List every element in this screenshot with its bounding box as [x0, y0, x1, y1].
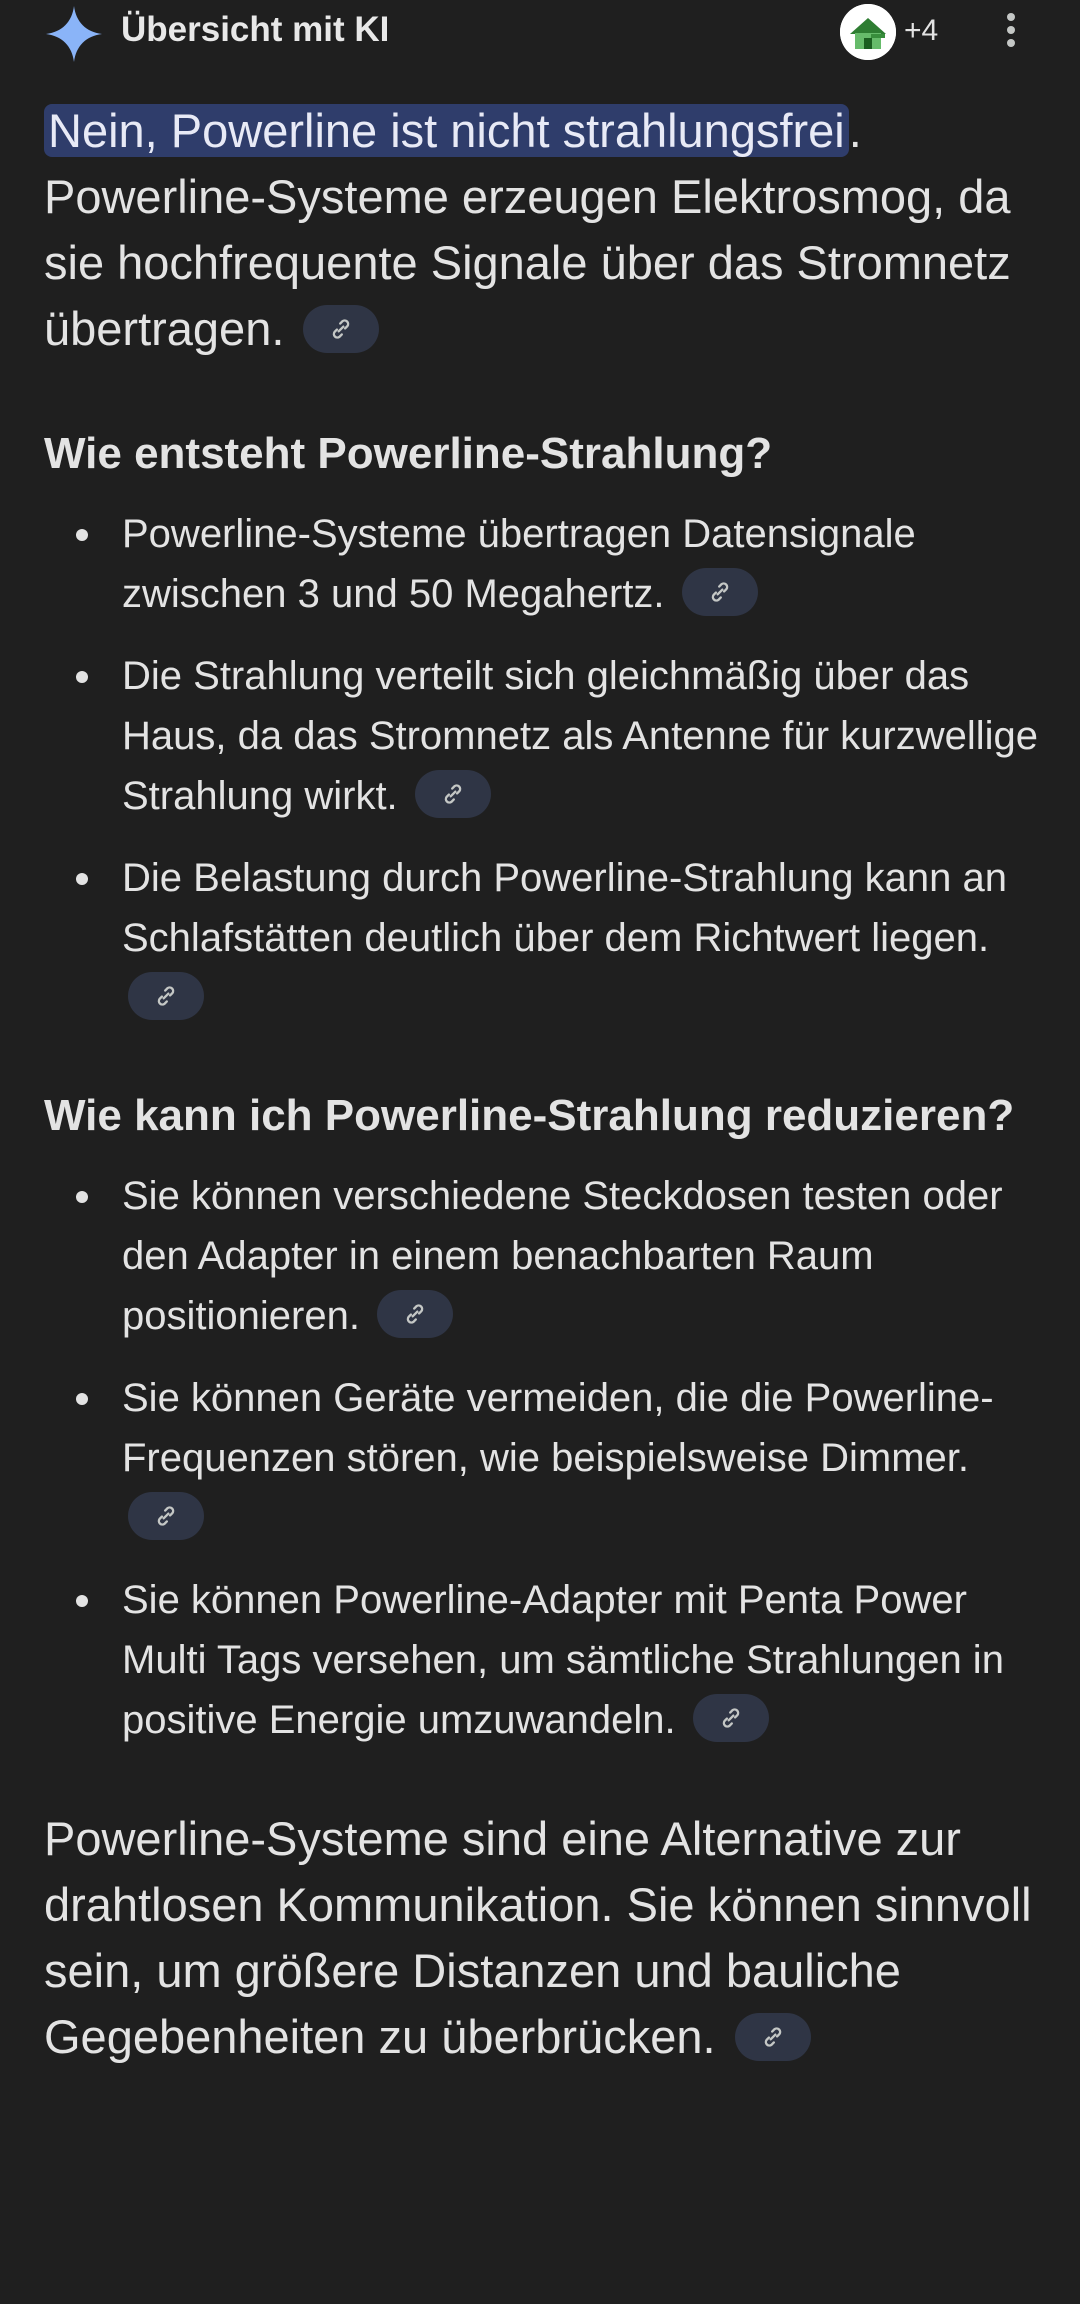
bullet [76, 873, 88, 885]
source-link-button[interactable] [682, 568, 758, 616]
bullet [76, 671, 88, 683]
source-avatar[interactable] [840, 4, 896, 60]
summary-text: Powerline-Systeme erzeugen Elektrosmog, da sie hochfrequente Signale über das Stromnetz übertragen. [44, 170, 1011, 355]
list-item: Die Strahlung verteilt sich gleichmäßig über das Haus, da das Stromnetz als Antenne für kurzwellige Strahlung wirkt. [44, 646, 1044, 826]
link-icon [152, 1502, 180, 1530]
link-icon [759, 2023, 787, 2051]
gemini-spark-icon [44, 4, 104, 64]
summary-punctuation: . [848, 104, 862, 157]
list-item: Sie können Geräte vermeiden, die die Powerline-Frequenzen stören, wie beispielsweise Dimmer. [44, 1368, 1044, 1548]
source-link-button[interactable] [735, 2013, 811, 2061]
link-icon [439, 780, 467, 808]
closing-paragraph: Powerline-Systeme sind eine Alternative zur drahtlosen Kommunikation. Sie können sinnvoll sein, um größere Distanzen und bauliche Gegebenheiten zu überbrücken. [44, 1812, 1032, 2063]
source-link-button[interactable] [377, 1290, 453, 1338]
ai-overview-header [0, 0, 1080, 66]
link-icon [706, 578, 734, 606]
more-options-button[interactable] [996, 10, 1026, 54]
answer-summary [44, 98, 1044, 362]
source-link-button[interactable] [128, 1492, 204, 1540]
source-link-button[interactable] [303, 305, 379, 353]
bullet [76, 1595, 88, 1607]
list-item: Sie können verschiedene Steckdosen testen oder den Adapter in einem benachbarten Raum positionieren. [44, 1166, 1044, 1346]
source-count[interactable]: +4 [904, 14, 939, 47]
more-vert-icon [1007, 13, 1015, 21]
link-icon [401, 1300, 429, 1328]
origin-list [44, 504, 1044, 1028]
list-item: Powerline-Systeme übertragen Datensignale zwischen 3 und 50 Megahertz. [44, 504, 1044, 624]
house-logo-icon [840, 4, 896, 60]
list-item: Die Belastung durch Powerline-Strahlung kann an Schlafstätten deutlich über dem Richtwert liegen. [44, 848, 1044, 1028]
link-icon [717, 1704, 745, 1732]
source-link-button[interactable] [693, 1694, 769, 1742]
link-icon [152, 982, 180, 1010]
reduce-list [44, 1166, 1044, 1750]
header-title: Übersicht mit KI [121, 10, 390, 49]
source-link-button[interactable] [415, 770, 491, 818]
bullet [76, 529, 88, 541]
highlighted-answer: Nein, Powerline ist nicht strahlungsfrei [44, 104, 849, 157]
source-link-button[interactable] [128, 972, 204, 1020]
bullet [76, 1191, 88, 1203]
link-icon [327, 315, 355, 343]
list-item: Sie können Powerline-Adapter mit Penta Power Multi Tags versehen, um sämtliche Strahlungen in positive Energie umzuwandeln. [44, 1570, 1044, 1750]
bullet [76, 1393, 88, 1405]
section-heading-reduce: Wie kann ich Powerline-Strahlung reduzieren? [44, 1091, 1015, 1140]
section-heading-origin: Wie entsteht Powerline-Strahlung? [44, 429, 773, 478]
